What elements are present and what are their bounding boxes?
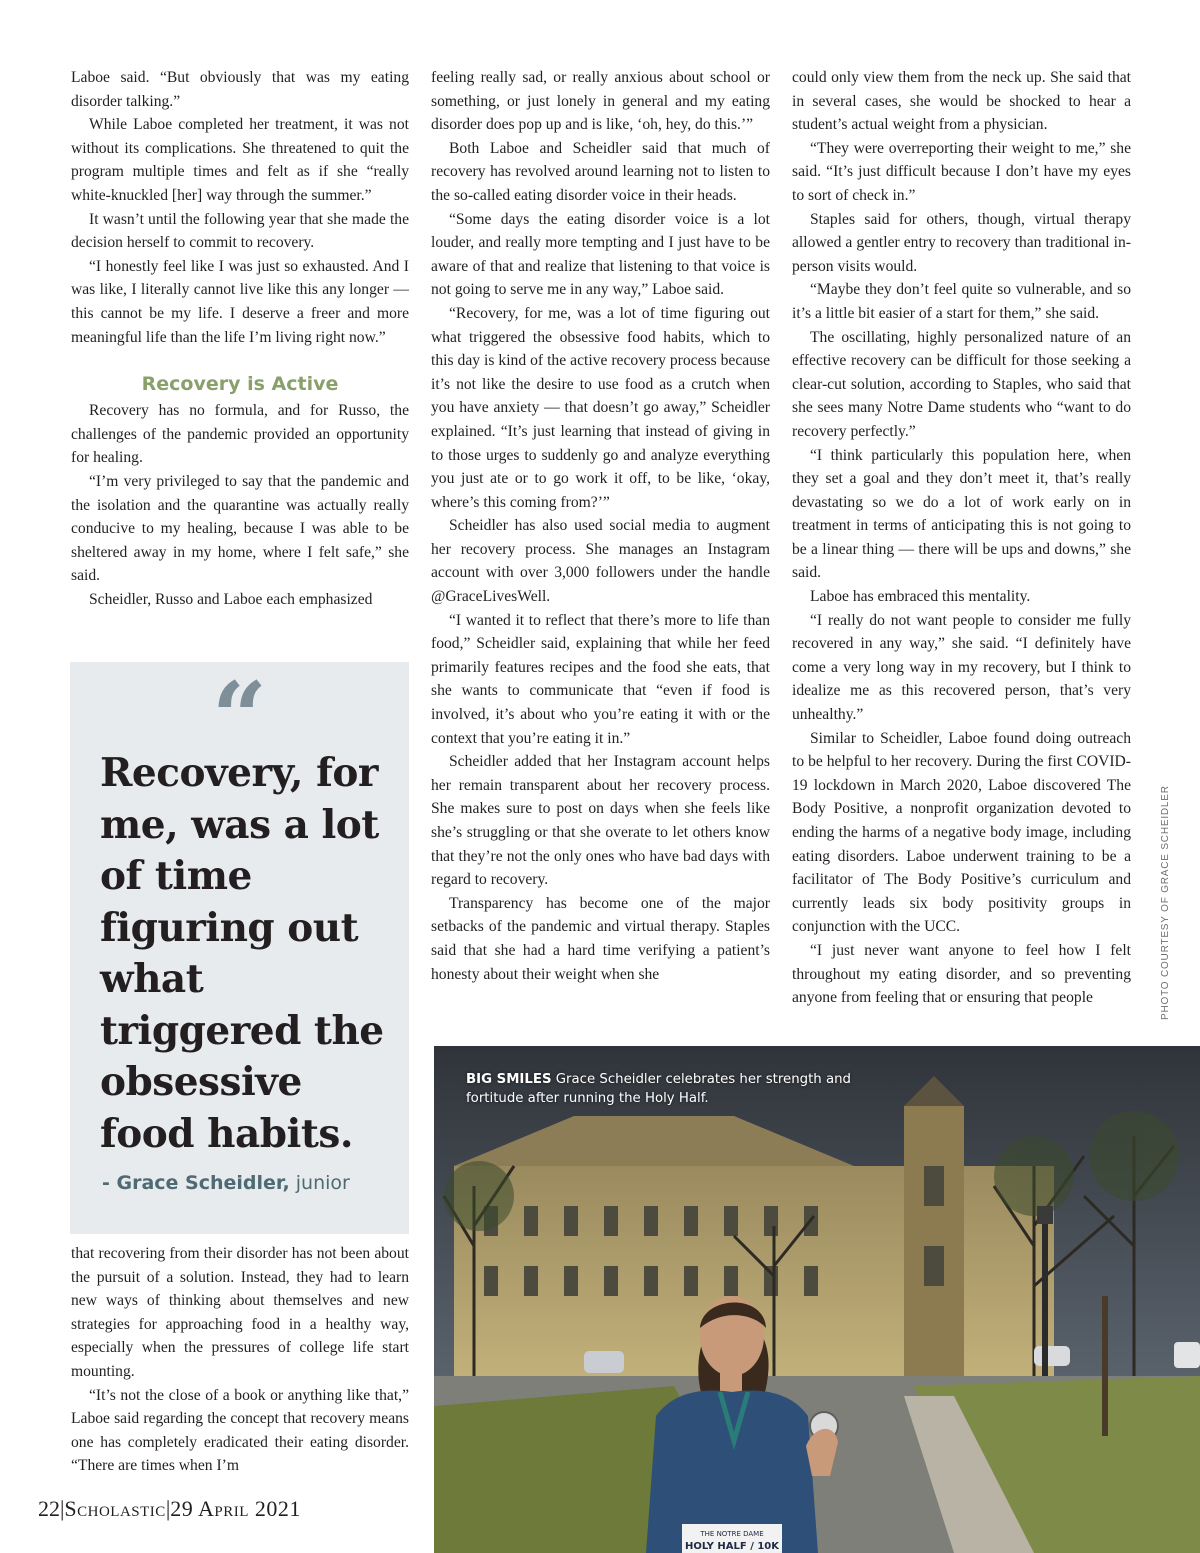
paragraph: “I wanted it to reflect that there’s more to life than food,” Scheidler said, explaining that while her feed primarily features recipes and the food she eats, that she wants to communicate that “even if food is involved, it’s about who you’re eating it with or the context that you’re eating it in.” (431, 611, 770, 747)
paragraph: While Laboe completed her treatment, it was not without its complications. She threatened to quit the program multiple times and felt as if she “really white-knuckled [her] way through the summer.” (71, 116, 409, 204)
column-2 (431, 66, 770, 986)
paragraph: “Some days the eating disorder voice is a lot louder, and really more tempting and I just have to be aware of that and realize that listening to that voice is not going to serve me in any way,” Laboe said. (431, 210, 770, 299)
paragraph: Recovery has no formula, and for Russo, the challenges of the pandemic provided an opportunity for healing. (71, 402, 409, 467)
photo-credit: PHOTO COURTESY OF GRACE SCHEIDLER (1160, 785, 1171, 1020)
paragraph: Transparency has become one of the major setbacks of the pandemic and virtual therapy. Staples said that she had a hard time verifying a patient’s honesty about their weight when she (431, 894, 770, 983)
photo-illustration (434, 1046, 1200, 1553)
paragraph: “It’s not the close of a book or anything like that,” Laboe said regarding the concept that recovery means one has completely eradicated their eating disorder. “There are times when I’m (71, 1386, 409, 1475)
quote-mark-icon: “ (211, 661, 268, 774)
paragraph: “I think particularly this population here, when they set a goal and they don’t meet it, that’s really devastating so we do a lot of work early on in treatment in terms of anticipating this is not going to be a linear thing — there will be ups and downs,” she said. (792, 446, 1131, 582)
paragraph: “They were overreporting their weight to me,” she said. “It’s just difficult because I don’t have my eyes to sort of check in.” (792, 139, 1131, 204)
paragraph: It wasn’t until the following year that she made the decision herself to commit to recovery. (71, 210, 409, 252)
caption-label: BIG SMILES (466, 1072, 552, 1087)
column-1-continued (71, 1242, 409, 1478)
paragraph: “Recovery, for me, was a lot of time figuring out what triggered the obsessive food habits, which to this day is kind of the active recovery process because it’s not like the desire to use food as a crutch when you have anxiety — that doesn’t go away,” Scheidler explained. “It’s just learning that instead of giving in to those urges to suddenly go and analyze everything you just ate or to go work it off, to be like, ‘okay, where’s this coming from?’” (431, 304, 770, 511)
paragraph: “I really do not want people to consider me fully recovered in any way,” she said. “I definitely have come a very long way in my recovery, but I think to idealize me as this recovered person, that’s very unhealthy.” (792, 611, 1131, 724)
paragraph: Laboe has embraced this mentality. (810, 588, 1031, 606)
column-3 (792, 66, 1131, 1010)
page-number: 22 (38, 1496, 60, 1521)
pull-quote-box (70, 662, 409, 1234)
column-1 (71, 66, 409, 611)
paragraph: “I just never want anyone to feel how I felt throughout my eating disorder, and so preventing anyone from feeling that or ensuring that people (792, 941, 1131, 1007)
publication-name: Scholastic (64, 1496, 166, 1521)
attribution-name: - Grace Scheidler, (102, 1172, 290, 1194)
pull-quote-text: Recovery, for me, was a lot of time figuring out what triggered the obsessive food habits. (100, 750, 384, 1157)
paragraph: “I honestly feel like I was just so exhausted. And I was like, I literally cannot live like this any longer — this cannot be my life. I deserve a freer and more meaningful life than the life I’m living right now.” (71, 257, 409, 346)
separator: | (60, 1496, 65, 1521)
paragraph: Both Laboe and Scheidler said that much of recovery has revolved around learning not to listen to the so-called eating disorder voice in their heads. (431, 139, 770, 204)
article-photo (434, 1046, 1200, 1553)
paragraph: Scheidler, Russo and Laboe each emphasized (89, 590, 373, 608)
paragraph: could only view them from the neck up. She said that in several cases, she would be shocked to hear a student’s actual weight from a physician. (792, 69, 1131, 134)
caption-text: Grace Scheidler celebrates her strength and fortitude after running the Holy Half. (466, 1072, 851, 1106)
paragraph: Staples said for others, though, virtual therapy allowed a gentler entry to recovery than traditional in-person visits would. (792, 210, 1131, 275)
attribution-role: junior (295, 1172, 350, 1194)
paragraph: that recovering from their disorder has not been about the pursuit of a solution. Instead, they had to learn new ways of thinking about themselves and new strategies for approaching food in a healthy way, especially when the pressures of college life start mounting. (71, 1245, 409, 1380)
section-subhead: Recovery is Active (141, 373, 339, 396)
paragraph: Similar to Scheidler, Laboe found doing outreach to be helpful to her recovery. During the first COVID-19 lockdown in March 2020, Laboe discovered The Body Positive, a nonprofit organization devoted to ending the harms of a negative body image, including eating disorders. Laboe underwent training to be a facilitator of The Body Positive’s curriculum and currently leads six body positivity groups in conjunction with the UCC. (792, 729, 1131, 936)
paragraph: “Maybe they don’t feel quite so vulnerable, and so it’s a little bit easier of a start for them,” she said. (792, 281, 1131, 322)
paragraph: Scheidler has also used social media to augment her recovery process. She manages an Instagram account with over 3,000 followers under the handle @GraceLivesWell. (431, 517, 770, 606)
paragraph: Scheidler added that her Instagram account helps her remain transparent about her recovery process. She makes sure to post on days when she feels like she’s struggling or that she overate to let others know that they’re not the only ones who have bad days with regard to recovery. (431, 753, 770, 889)
issue-date: 29 April 2021 (170, 1496, 301, 1521)
bib-line-2: HOLY HALF / 10K (685, 1541, 779, 1552)
pull-quote-attribution (102, 1172, 350, 1194)
photo-caption (466, 1070, 866, 1108)
paragraph: feeling really sad, or really anxious about school or something, or just lonely in general and my eating disorder does pop up and is like, ‘oh, hey, do this.’” (431, 69, 770, 134)
bib-line-1: THE NOTRE DAME (700, 1530, 764, 1538)
paragraph: “I’m very privileged to say that the pandemic and the isolation and the quarantine was actually really conducive to my healing, because I was able to be sheltered away in my home, where I felt safe,” she said. (71, 472, 409, 585)
separator: | (165, 1496, 171, 1521)
page-footer (38, 1496, 301, 1522)
paragraph: The oscillating, highly personalized nature of an effective recovery can be difficult for those seeking a clear-cut solution, according to Staples, who said that she sees many Notre Dame students who “want to do recovery perfectly.” (792, 328, 1131, 440)
paragraph: Laboe said. “But obviously that was my eating disorder talking.” (71, 69, 409, 110)
